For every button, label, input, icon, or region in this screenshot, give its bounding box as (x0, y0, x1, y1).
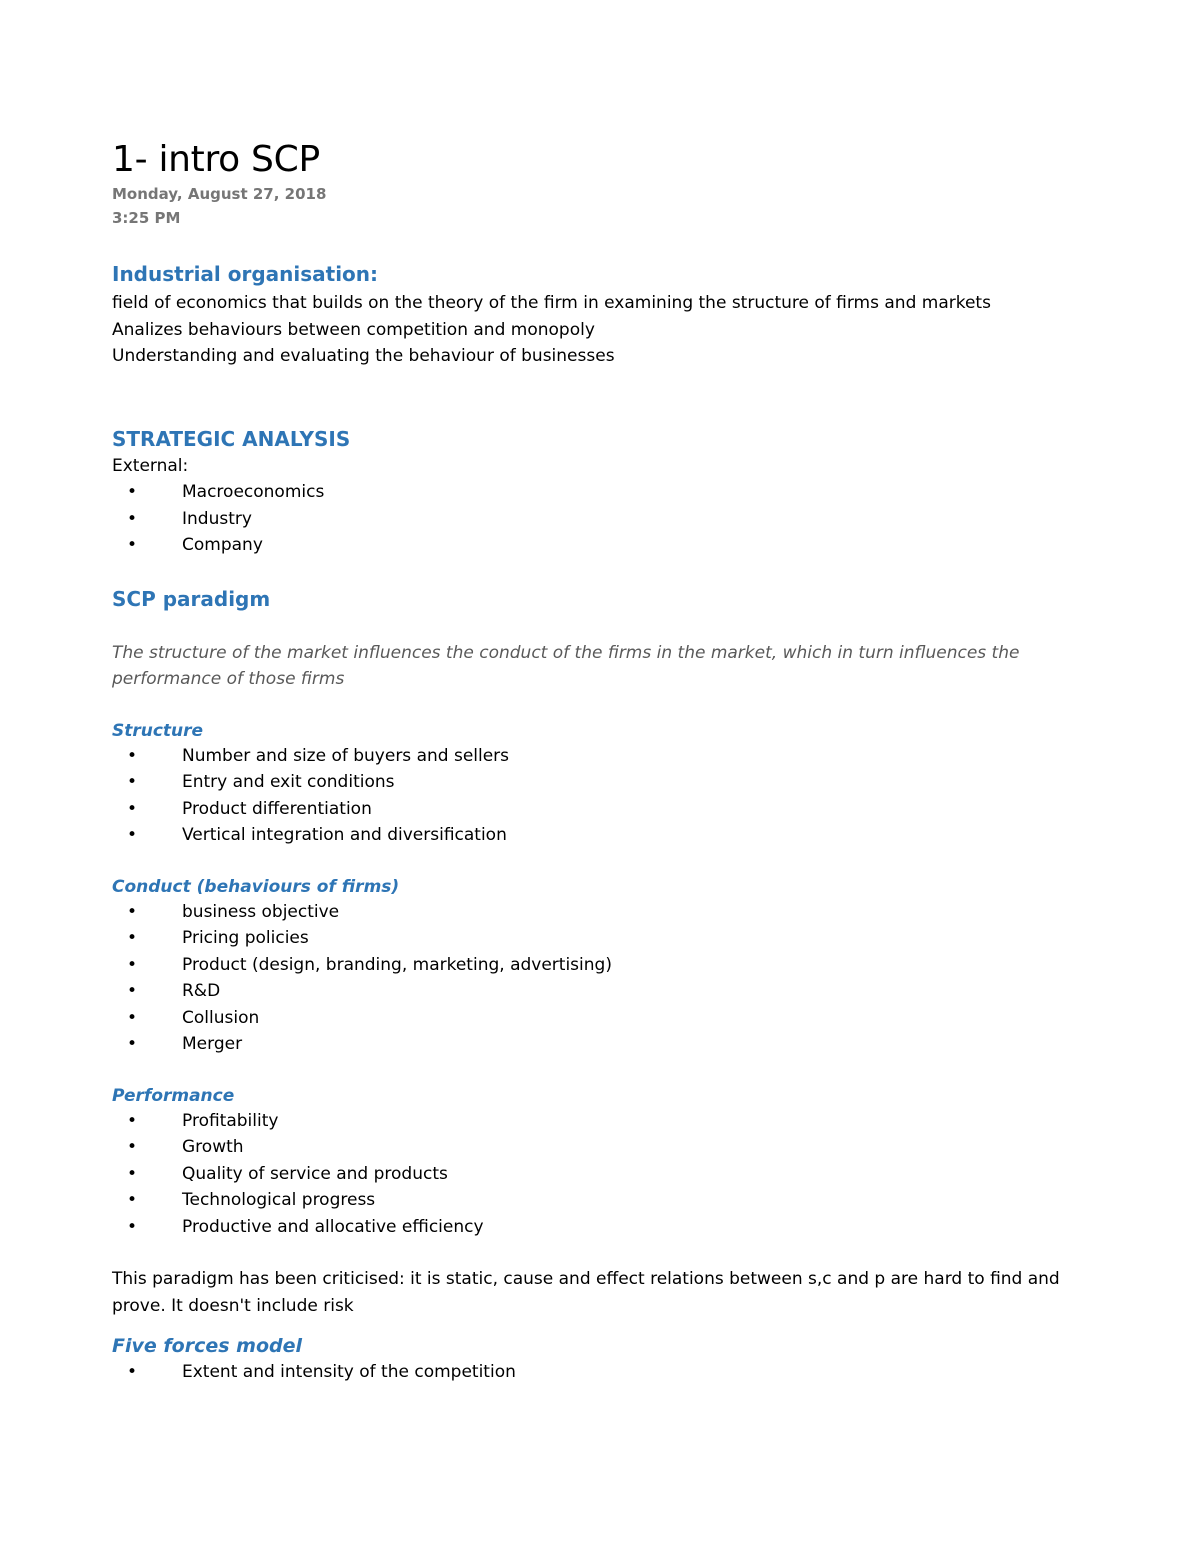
page-time: 3:25 PM (112, 209, 181, 227)
bullet: • (127, 1137, 138, 1157)
bullet: • (127, 1007, 138, 1028)
performance-list (112, 1108, 1092, 1241)
bullet: • (127, 745, 138, 766)
list-item: • Profitability (112, 1108, 1092, 1135)
list-item: • Collusion (112, 1005, 1092, 1032)
bullet: • (127, 1034, 138, 1054)
bullet: • (127, 1163, 138, 1184)
list-item: • Vertical integration and diversification (112, 822, 1092, 849)
list-item: • Entry and exit conditions (112, 769, 1092, 796)
list-item: • Productive and allocative efficiency (112, 1214, 1092, 1241)
bullet: • (127, 482, 138, 502)
bullet: • (127, 772, 138, 792)
list-item: • Macroeconomics (112, 479, 1092, 506)
list-item: • Product (design, branding, marketing, advertising) (112, 952, 1092, 979)
page-date: Monday, August 27, 2018 (112, 185, 327, 203)
scp-heading: SCP paradigm (112, 586, 271, 611)
page-title: 1- intro SCP (112, 139, 320, 180)
structure-list (112, 743, 1092, 849)
bullet: • (127, 1110, 138, 1131)
bullet: • (127, 1190, 138, 1210)
industrial-line: Analizes behaviours between competition and monopoly (112, 319, 595, 340)
list-item: • business objective (112, 899, 1092, 926)
list-item: • Number and size of buyers and sellers (112, 743, 1092, 770)
list-item: • Pricing policies (112, 925, 1092, 952)
list-item: • Company (112, 532, 1092, 559)
list-item: • R&D (112, 978, 1092, 1005)
industrial-line: Understanding and evaluating the behaviour of businesses (112, 346, 615, 366)
document-page (112, 138, 1092, 1386)
conduct-list (112, 899, 1092, 1058)
bullet: • (127, 901, 138, 922)
structure-heading: Structure (112, 720, 204, 741)
bullet: • (127, 535, 138, 555)
industrial-heading: Industrial organisation: (112, 262, 379, 286)
bullet: • (127, 798, 138, 819)
bullet: • (127, 508, 138, 529)
five-forces-heading: Five forces model (112, 1335, 302, 1357)
bullet: • (127, 1362, 138, 1382)
list-item: • Industry (112, 506, 1092, 533)
bullet: • (127, 825, 138, 845)
scp-criticism: This paradigm has been criticised: it is static, cause and effect relations between s,c and p are hard to find and prove. It doesn't include risk (112, 1269, 1060, 1316)
strategic-heading: STRATEGIC ANALYSIS (112, 426, 351, 451)
bullet: • (127, 1216, 138, 1237)
list-item: • Technological progress (112, 1187, 1092, 1214)
strategic-list (112, 479, 1092, 559)
list-item: • Extent and intensity of the competition (112, 1359, 1092, 1386)
scp-quote: The structure of the market influences the conduct of the firms in the market, which in turn influences the performance of those firms (112, 642, 1020, 689)
conduct-heading: Conduct (behaviours of firms) (112, 876, 400, 897)
five-forces-list (112, 1359, 1092, 1386)
bullet: • (127, 928, 138, 948)
list-item: • Quality of service and products (112, 1161, 1092, 1188)
list-item: • Growth (112, 1134, 1092, 1161)
bullet: • (127, 954, 138, 975)
list-item: • Merger (112, 1031, 1092, 1058)
bullet: • (127, 981, 138, 1001)
industrial-line: field of economics that builds on the theory of the firm in examining the structure of firms and markets (112, 293, 991, 313)
list-item: • Product differentiation (112, 796, 1092, 823)
performance-heading: Performance (112, 1085, 235, 1106)
strategic-external-label: External: (112, 455, 189, 476)
